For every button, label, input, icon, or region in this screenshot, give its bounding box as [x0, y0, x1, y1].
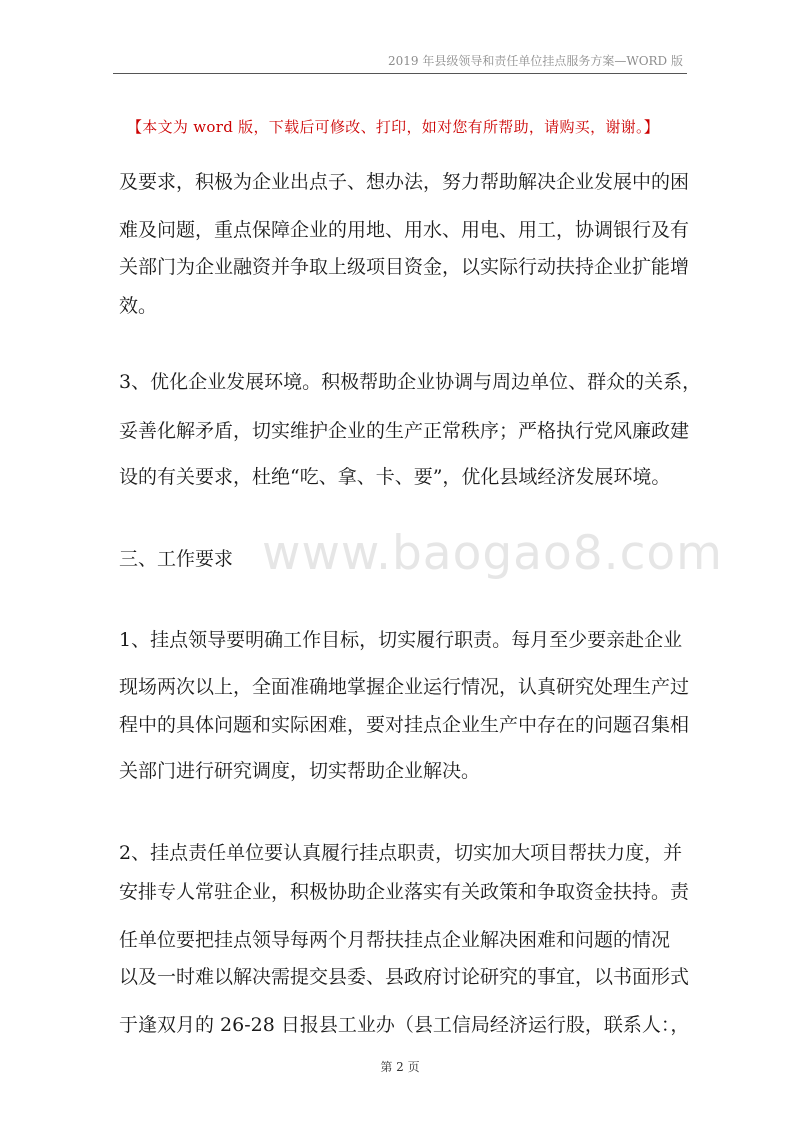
text-line: 3、优化企业发展环境。积极帮助企业协调与周边单位、群众的关系，	[119, 371, 702, 393]
text-line: 以及一时难以解决需提交县委、县政府讨论研究的事宜，以书面形式	[119, 966, 690, 988]
header-divider	[113, 73, 687, 74]
text-line: 1、挂点领导要明确工作目标，切实履行职责。每月至少要亲赴企业	[119, 629, 683, 651]
text-line: 难及问题，重点保障企业的用地、用水、用电、用工，协调银行及有	[119, 219, 690, 241]
text-line: 2、挂点责任单位要认真履行挂点职责，切实加大项目帮扶力度，并	[119, 842, 683, 864]
page-number: 第 2 页	[380, 1060, 420, 1074]
text-line: 关部门为企业融资并争取上级项目资金，以实际行动扶持企业扩能增	[119, 256, 690, 278]
text-line: 安排专人常驻企业，积极协助企业落实有关政策和争取资金扶持。责	[119, 881, 690, 903]
text-line: 设的有关要求，杜绝“吃、拿、卡、要”，优化县域经济发展环境。	[119, 466, 671, 488]
text-line: 关部门进行研究调度，切实帮助企业解决。	[119, 760, 481, 782]
download-notice: 【本文为 word 版，下载后可修改、打印，如对您有所帮助，请购买，谢谢。】	[127, 118, 660, 136]
text-line: 妥善化解矛盾，切实维护企业的生产正常秩序；严格执行党风廉政建	[119, 420, 690, 442]
text-line: 及要求，积极为企业出点子、想办法，努力帮助解决企业发展中的困	[119, 171, 690, 193]
text-line: 现场两次以上，全面准确地掌握企业运行情况，认真研究处理生产过	[119, 676, 690, 698]
section-heading: 三、工作要求	[119, 548, 234, 570]
watermark-text: www.baogao8.com	[262, 526, 723, 581]
header-title: 2019 年县级领导和责任单位挂点服务方案—WORD 版	[388, 54, 683, 68]
text-line: 效。	[119, 295, 158, 317]
text-line: 任单位要把挂点领导每两个月帮扶挂点企业解决困难和问题的情况	[119, 929, 671, 951]
text-line: 于逢双月的 26-28 日报县工业办（县工信局经济运行股，联系人：，	[119, 1014, 690, 1036]
text-line: 程中的具体问题和实际困难，要对挂点企业生产中存在的问题召集相	[119, 714, 690, 736]
